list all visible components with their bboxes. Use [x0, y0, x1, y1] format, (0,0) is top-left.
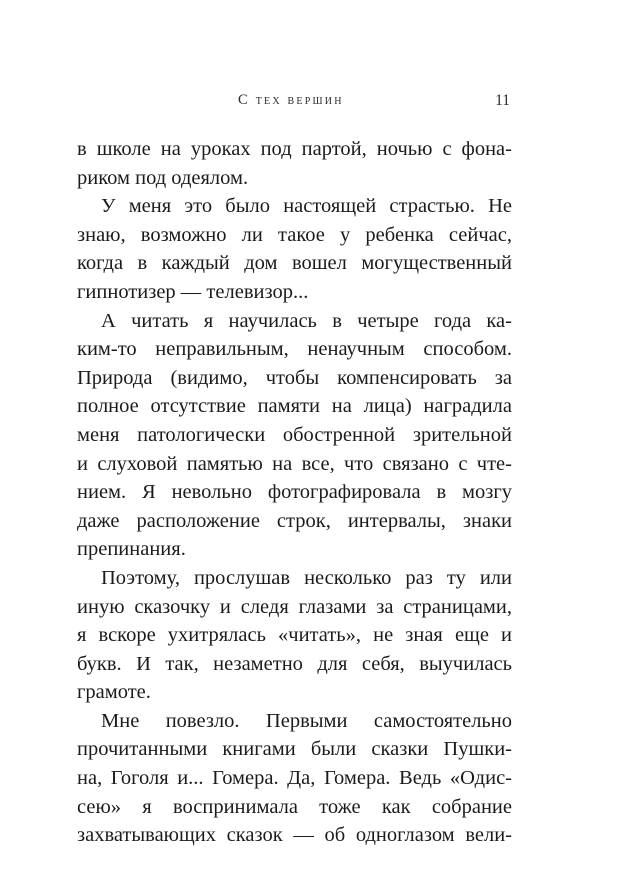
text-line: и слуховой памятью на все, что связано с чте- [77, 452, 512, 475]
body-text [77, 135, 512, 850]
text-line: Мне повезло. Первыми самостоятельно [101, 709, 512, 732]
text-line: в школе на уроках под партой, ночью с фона- [77, 138, 512, 160]
text-line: когда в каждый дом вошел могущественный [77, 252, 512, 275]
text-line: грамоте. [77, 681, 151, 704]
text-line: захватывающих сказок — об одноглазом вели- [77, 824, 512, 847]
running-title: С тех вершин [238, 92, 344, 108]
text-line: Поэтому, прослушав несколько раз ту или [101, 566, 512, 589]
text-line: сею» я воспринимала тоже как собрание [77, 795, 512, 818]
text-line: иную сказочку и следя глазами за страницами, [77, 595, 512, 618]
text-line: меня патологически обостренной зрительной [77, 423, 512, 446]
text-line: препинания. [77, 538, 186, 561]
text-line: на, Гоголя и... Гомера. Да, Гомера. Ведь «Одис- [77, 767, 512, 790]
text-line: риком под одеялом. [77, 166, 249, 189]
text-line: знаю, возможно ли такое у ребенка сейчас, [77, 223, 512, 246]
text-line: я вскоре ухитрялась «читать», не зная еще и [77, 624, 512, 647]
text-line: букв. И так, незаметно для себя, выучилась [77, 652, 512, 675]
text-line: А читать я научилась в четыре года ка- [101, 309, 512, 332]
text-line: ким-то неправильным, ненаучным способом. [77, 338, 512, 361]
text-line: полное отсутствие памяти на лица) наградила [77, 395, 512, 418]
text-line: даже расположение строк, интервалы, знаки [77, 509, 512, 532]
page-number: 11 [495, 92, 510, 109]
text-line: Природа (видимо, чтобы компенсировать за [77, 366, 512, 389]
running-head [0, 92, 620, 116]
text-line: прочитанными книгами были сказки Пушки- [77, 738, 512, 761]
text-line: гипнотизер — телевизор... [77, 280, 309, 303]
text-line: нием. Я невольно фотографировала в мозгу [77, 481, 512, 504]
text-line: У меня это было настоящей страстью. Не [101, 195, 512, 218]
